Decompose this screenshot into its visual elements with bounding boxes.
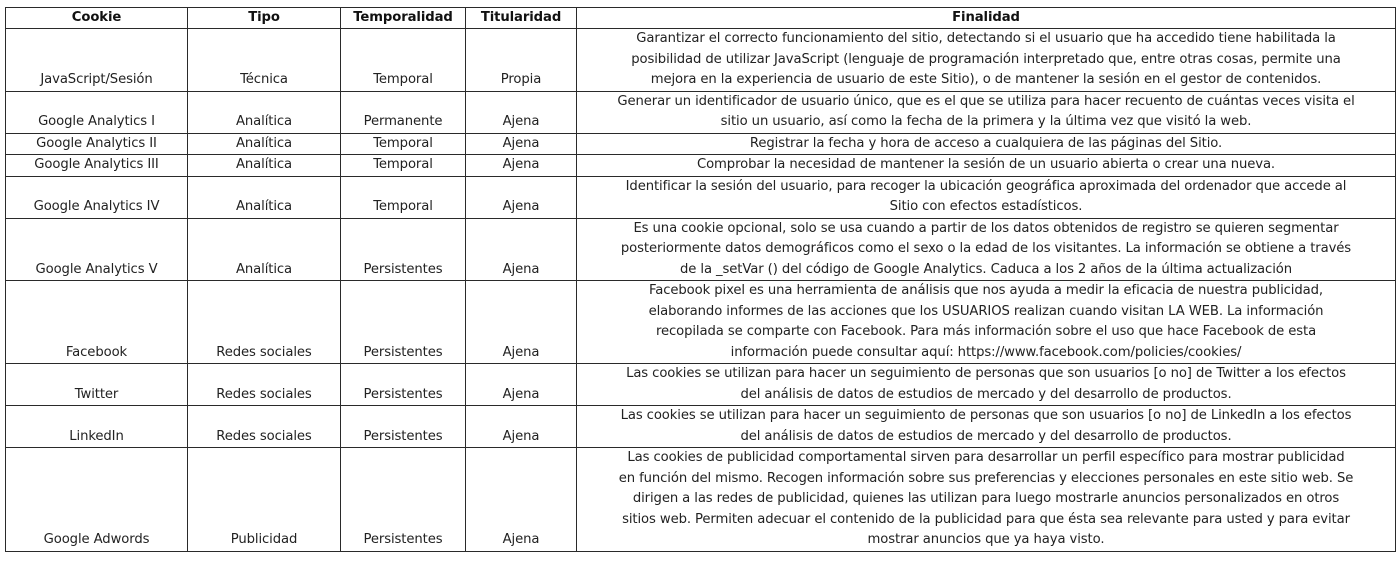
cell-titularidad: Ajena	[466, 406, 577, 448]
cell-tipo: Técnica	[188, 29, 341, 92]
cell-tipo: Publicidad	[188, 448, 341, 552]
cell-cookie: Twitter	[6, 364, 188, 406]
cookie-table-wrapper	[5, 7, 1396, 552]
cell-finalidad: Es una cookie opcional, solo se usa cuando a partir de los datos obtenidos de registro se quieren segmentar posteriormente datos demográficos como el sexo o la edad de los visitantes. La información se obtiene a través de la _setVar () del código de Google Analytics. Caduca a los 2 años de la última actualización	[577, 218, 1396, 281]
cell-tipo: Analítica	[188, 218, 341, 281]
table-body	[6, 29, 1396, 552]
cell-titularidad: Ajena	[466, 176, 577, 218]
cell-temporalidad: Persistentes	[341, 364, 466, 406]
cell-tipo: Redes sociales	[188, 406, 341, 448]
header-titularidad: Titularidad	[466, 8, 577, 29]
cell-titularidad: Ajena	[466, 133, 577, 155]
cookie-table	[5, 7, 1396, 552]
cell-titularidad: Ajena	[466, 448, 577, 552]
cell-tipo: Analítica	[188, 155, 341, 177]
cell-finalidad: Identificar la sesión del usuario, para recoger la ubicación geográfica aproximada del ordenador que accede al Sitio con efectos estadísticos.	[577, 176, 1396, 218]
cell-cookie: Google Analytics II	[6, 133, 188, 155]
table-header	[6, 8, 1396, 29]
header-temporalidad: Temporalidad	[341, 8, 466, 29]
cell-finalidad: Registrar la fecha y hora de acceso a cualquiera de las páginas del Sitio.	[577, 133, 1396, 155]
cell-finalidad: Generar un identificador de usuario único, que es el que se utiliza para hacer recuento de cuántas veces visita el sitio un usuario, así como la fecha de la primera y la última vez que visitó la web.	[577, 91, 1396, 133]
cell-temporalidad: Persistentes	[341, 218, 466, 281]
cell-finalidad: Comprobar la necesidad de mantener la sesión de un usuario abierta o crear una nueva.	[577, 155, 1396, 177]
cell-finalidad: Garantizar el correcto funcionamiento del sitio, detectando si el usuario que ha accedido tiene habilitada la posibilidad de utilizar JavaScript (lenguaje de programación interpretado que, entre otras cosas, permite una mejora en la experiencia de usuario de este Sitio), o de mantener la sesión en el gestor de contenidos.	[577, 29, 1396, 92]
table-row	[6, 176, 1396, 218]
cell-cookie: Google Adwords	[6, 448, 188, 552]
table-row	[6, 448, 1396, 552]
header-cookie: Cookie	[6, 8, 188, 29]
cell-tipo: Analítica	[188, 176, 341, 218]
table-row	[6, 406, 1396, 448]
table-row	[6, 218, 1396, 281]
header-finalidad: Finalidad	[577, 8, 1396, 29]
cell-finalidad: Las cookies de publicidad comportamental sirven para desarrollar un perfil específico para mostrar publicidad en función del mismo. Recogen información sobre sus preferencias y elecciones personales en este sitio web. Se dirigen a las redes de publicidad, quienes las utilizan para luego mostrarle anuncios personalizados en otros sitios web. Permiten adecuar el contenido de la publicidad para que ésta sea relevante para usted y para evitar mostrar anuncios que ya haya visto.	[577, 448, 1396, 552]
cell-titularidad: Ajena	[466, 281, 577, 364]
header-row	[6, 8, 1396, 29]
cell-titularidad: Ajena	[466, 91, 577, 133]
cell-temporalidad: Persistentes	[341, 281, 466, 364]
cell-temporalidad: Temporal	[341, 29, 466, 92]
header-tipo: Tipo	[188, 8, 341, 29]
table-row	[6, 133, 1396, 155]
table-row	[6, 364, 1396, 406]
cell-temporalidad: Temporal	[341, 155, 466, 177]
table-row	[6, 155, 1396, 177]
cell-titularidad: Ajena	[466, 364, 577, 406]
cell-finalidad: Las cookies se utilizan para hacer un seguimiento de personas que son usuarios [o no] de LinkedIn a los efectos del análisis de datos de estudios de mercado y del desarrollo de productos.	[577, 406, 1396, 448]
cell-tipo: Analítica	[188, 91, 341, 133]
cell-cookie: Google Analytics I	[6, 91, 188, 133]
cell-finalidad: Las cookies se utilizan para hacer un seguimiento de personas que son usuarios [o no] de Twitter a los efectos del análisis de datos de estudios de mercado y del desarrollo de productos.	[577, 364, 1396, 406]
cell-temporalidad: Temporal	[341, 176, 466, 218]
cell-temporalidad: Persistentes	[341, 406, 466, 448]
cell-cookie: Google Analytics III	[6, 155, 188, 177]
cell-titularidad: Ajena	[466, 155, 577, 177]
cell-finalidad: Facebook pixel es una herramienta de análisis que nos ayuda a medir la eficacia de nuestra publicidad, elaborando informes de las acciones que los USUARIOS realizan cuando visitan LA WEB. La información recopilada se comparte con Facebook. Para más información sobre el uso que hace Facebook de esta información puede consultar aquí: https://www.facebook.com/policies/cookies/	[577, 281, 1396, 364]
cell-tipo: Analítica	[188, 133, 341, 155]
table-row	[6, 91, 1396, 133]
cell-tipo: Redes sociales	[188, 281, 341, 364]
cell-tipo: Redes sociales	[188, 364, 341, 406]
cell-cookie: Facebook	[6, 281, 188, 364]
cell-titularidad: Ajena	[466, 218, 577, 281]
cell-cookie: JavaScript/Sesión	[6, 29, 188, 92]
cell-titularidad: Propia	[466, 29, 577, 92]
cell-cookie: LinkedIn	[6, 406, 188, 448]
cell-temporalidad: Temporal	[341, 133, 466, 155]
cell-cookie: Google Analytics IV	[6, 176, 188, 218]
cell-cookie: Google Analytics V	[6, 218, 188, 281]
cell-temporalidad: Persistentes	[341, 448, 466, 552]
table-row	[6, 29, 1396, 92]
cell-temporalidad: Permanente	[341, 91, 466, 133]
table-row	[6, 281, 1396, 364]
